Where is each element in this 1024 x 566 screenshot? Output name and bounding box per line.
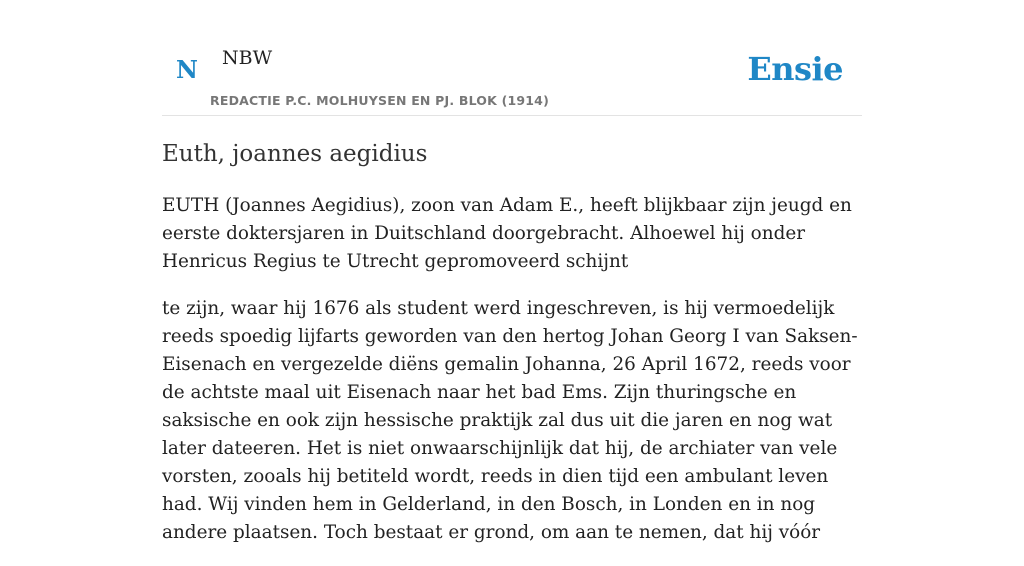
source-logo-icon[interactable]: N [176, 55, 198, 84]
source-subtitle: REDACTIE P.C. MOLHUYSEN EN PJ. BLOK (1914) [210, 93, 549, 108]
article-paragraph: EUTH (Joannes Aegidius), zoon van Adam E., heeft blijkbaar zijn jeugd en eerste doktersjaren in Duitschland doorgebracht. Alhoewel hij onder Henricus Regius te Utrecht gepromoveerd schijnt [162, 195, 852, 272]
source-name[interactable]: NBW [222, 47, 273, 69]
article-body [162, 192, 862, 566]
article-title: Euth, joannes aegidius [162, 141, 428, 167]
brand-logo[interactable]: Ensie [747, 50, 843, 88]
article-page [162, 0, 862, 543]
article-paragraph: te zijn, waar hij 1676 als student werd ingeschreven, is hij vermoedelijk reeds spoedig lijfarts geworden van den hertog Johan Georg I van Saksen-Eisenach en vergezelde diëns gemalin Johanna, 26 April 1672, reeds voor de achtste maal uit Eisenach naar het bad Ems. Zijn thuringsche en saksische en ook zijn hessische praktijk zal dus uit die jaren en nog wat later dateeren. Het is niet onwaarschijnlijk dat hij, de archiater van vele vorsten, zooals hij betiteld wordt, reeds in dien tijd een ambulant leven had. Wij vinden hem in Gelderland, in den Bosch, in Londen en in nog andere plaatsen. Toch bestaat er grond, om aan te nemen, dat hij vóór [162, 298, 858, 543]
site-header [162, 0, 862, 116]
